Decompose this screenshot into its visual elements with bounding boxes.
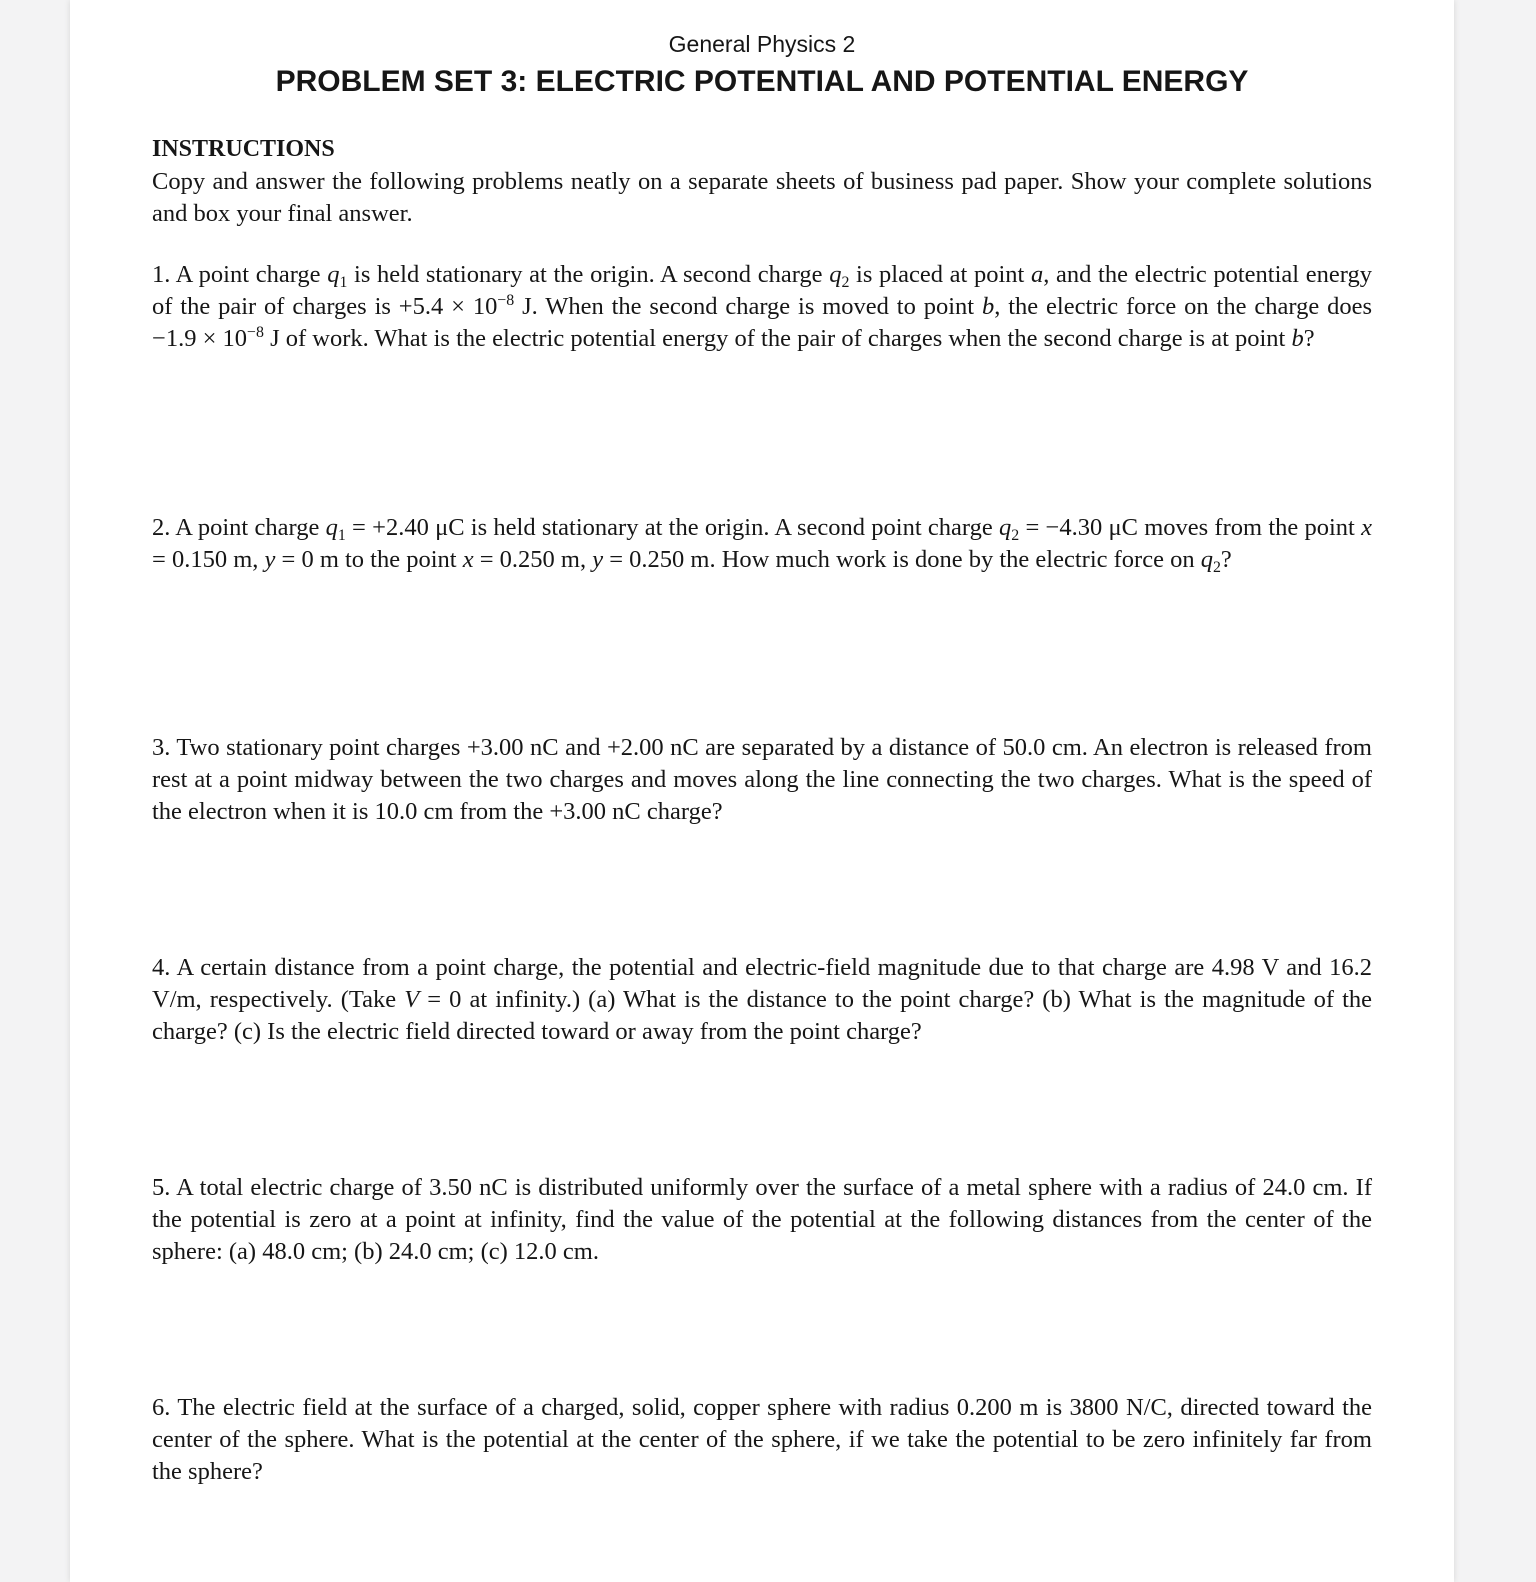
problem-number: 1. <box>152 261 171 288</box>
document-page <box>70 0 1454 1582</box>
instructions-heading: INSTRUCTIONS <box>152 136 335 162</box>
course-name: General Physics 2 <box>668 31 856 57</box>
problem-number: 2. <box>152 514 171 541</box>
problem-3: 3. Two stationary point charges +3.00 nC and +2.00 nC are separated by a distance of 50.0 cm. An electron is released from rest at a point midway between the two charges and moves along the line connecting the two charges. What is the speed of the electron when it is 10.0 cm from the +3.00 nC charge? <box>152 734 1372 825</box>
page-title: PROBLEM SET 3: ELECTRIC POTENTIAL AND POTENTIAL ENERGY <box>275 65 1249 98</box>
problem-1: 1. A point charge $q_1$ is held stationary at the origin. A second charge $q_2$ is placed at point a, and the electric potential energy of the pair of charges is $+5.4 \times 10^{-8}$ J. When the second charge is moved to point b, the electric force on the charge does $-1.9 \times 10^{-8}$ J of work. What is the electric potential energy of the pair of charges when the second charge is at point b? <box>152 261 1372 352</box>
problem-number: 3. <box>152 734 171 761</box>
problem-number: 4. <box>152 954 171 981</box>
problem-5: 5. A total electric charge of 3.50 nC is distributed uniformly over the surface of a metal sphere with a radius of 24.0 cm. If the potential is zero at a point at infinity, find the value of the potential at the following distances from the center of the sphere: (a) 48.0 cm; (b) 24.0 cm; (c) 12.0 cm. <box>152 1174 1372 1265</box>
problem-number: 6. <box>152 1394 171 1421</box>
problem-6: 6. The electric field at the surface of a charged, solid, copper sphere with radius 0.200 m is 3800 N/C, directed toward the center of the sphere. What is the potential at the center of the sphere, if we take the potential to be zero infinitely far from the sphere? <box>152 1394 1372 1485</box>
problem-number: 5. <box>152 1174 171 1201</box>
problem-4: 4. A certain distance from a point charge, the potential and electric-field magnitude due to that charge are 4.98 V and 16.2 V/m, respectively. (Take V = 0 at infinity.) (a) What is the distance to the point charge? (b) What is the magnitude of the charge? (c) Is the electric field directed toward or away from the point charge? <box>152 954 1372 1045</box>
problem-2: 2. A point charge $q_1 = +2.40$ μC is held stationary at the origin. A second point charge $q_2 = -4.30$ μC moves from the point x = 0.150 m, y = 0 m to the point x = 0.250 m, y = 0.250 m. How much work is done by the electric force on $q_2$? <box>152 514 1372 576</box>
instructions-text: Copy and answer the following problems neatly on a separate sheets of business pad paper. Show your complete solutions and box your final answer. <box>152 168 1372 227</box>
